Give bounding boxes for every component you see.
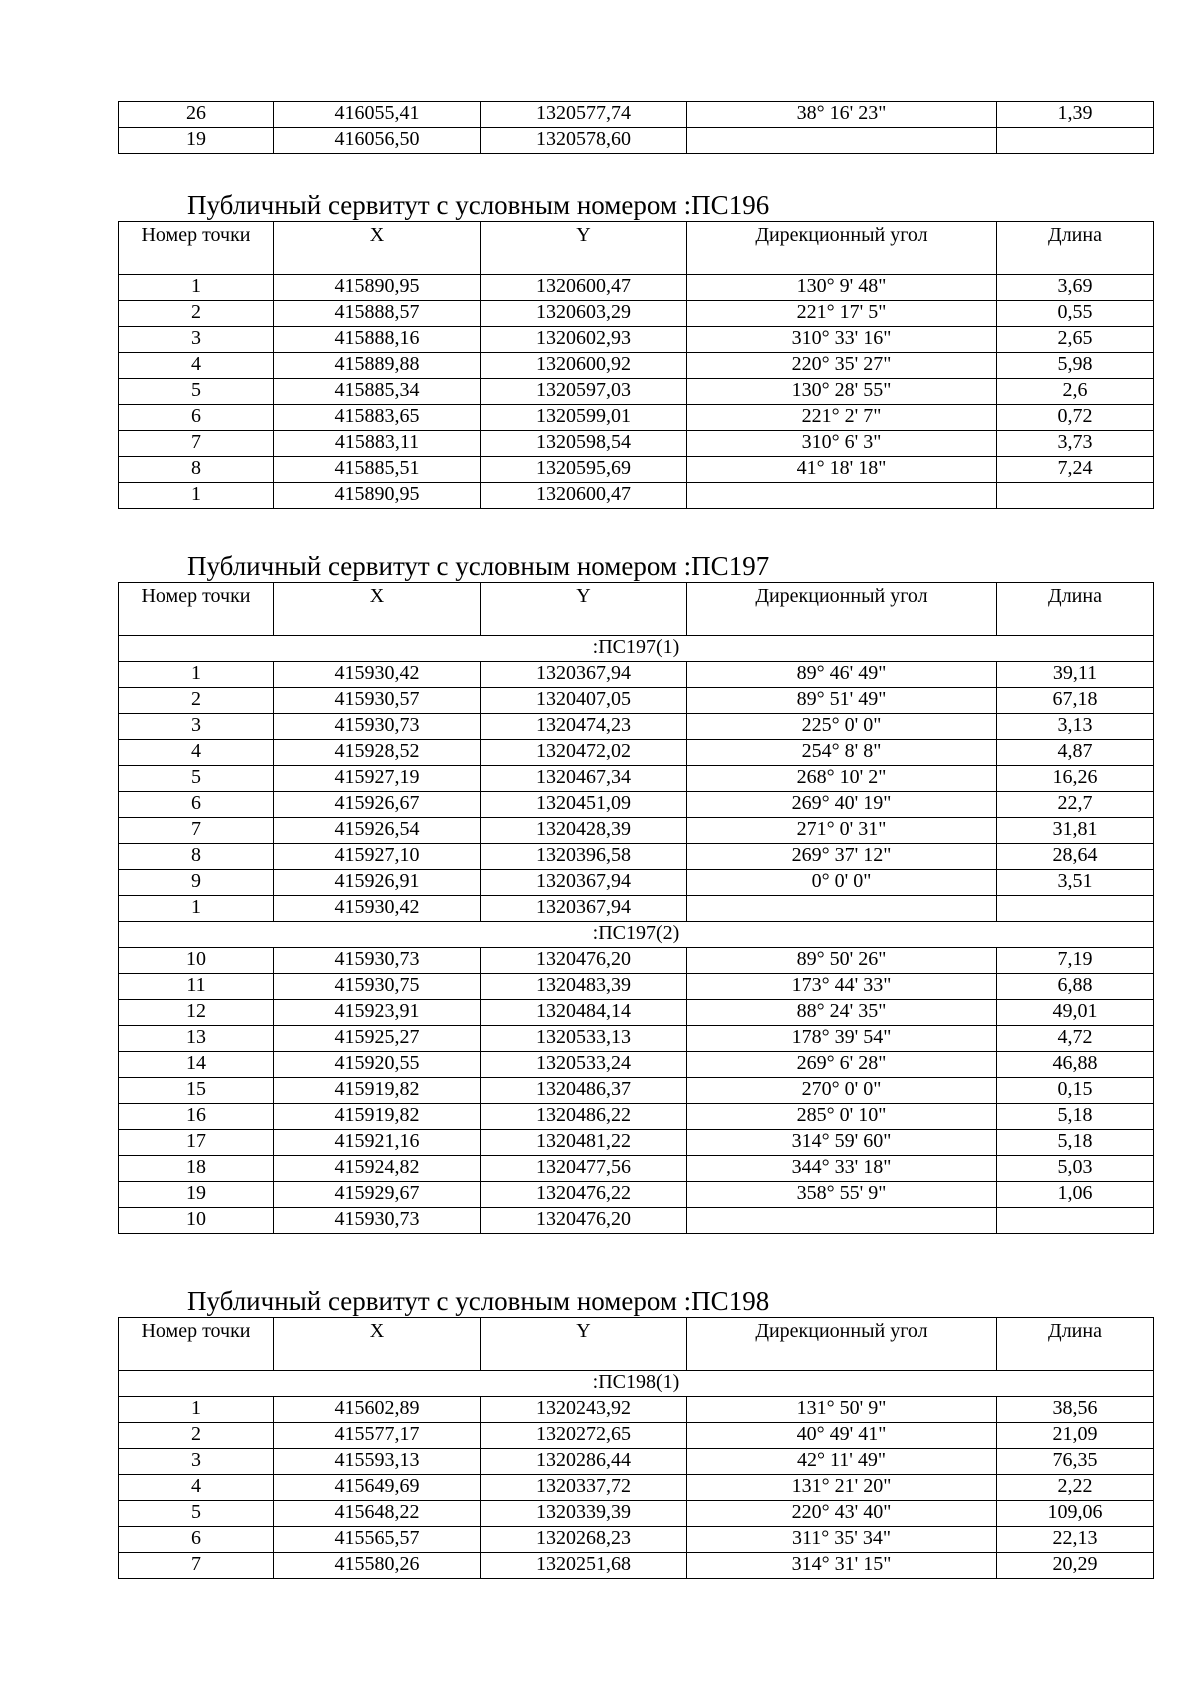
angle-cell: 268° 10' 2" [687, 766, 997, 792]
coordinates-table-continued [118, 101, 1154, 154]
table-row [119, 1501, 1154, 1527]
x-cell: 416056,50 [274, 128, 481, 154]
table-header-row [119, 583, 1154, 636]
length-cell: 49,01 [997, 1000, 1154, 1026]
table-row [119, 870, 1154, 896]
angle-cell: 38° 16' 23" [687, 102, 997, 128]
table-row [119, 1553, 1154, 1579]
subsection-label-ps197-1: :ПС197(1) [119, 636, 1154, 662]
length-cell: 22,7 [997, 792, 1154, 818]
header-angle: Дирекционный угол [687, 583, 997, 636]
subsection-label-ps198-1: :ПС198(1) [119, 1371, 1154, 1397]
length-cell: 31,81 [997, 818, 1154, 844]
x-cell: 415888,16 [274, 327, 481, 353]
table-header-row [119, 222, 1154, 275]
y-cell: 1320486,37 [481, 1078, 687, 1104]
x-cell: 415888,57 [274, 301, 481, 327]
table-header-row [119, 1318, 1154, 1371]
length-cell: 46,88 [997, 1052, 1154, 1078]
point-number-cell: 1 [119, 483, 274, 509]
table-row [119, 1449, 1154, 1475]
y-cell: 1320486,22 [481, 1104, 687, 1130]
angle-cell: 269° 40' 19" [687, 792, 997, 818]
y-cell: 1320472,02 [481, 740, 687, 766]
table-row [119, 301, 1154, 327]
x-cell: 415565,57 [274, 1527, 481, 1553]
ps198-table-block [118, 1317, 1153, 1579]
point-number-cell: 8 [119, 844, 274, 870]
length-cell: 20,29 [997, 1553, 1154, 1579]
header-y: Y [481, 222, 687, 275]
x-cell: 415919,82 [274, 1104, 481, 1130]
length-cell: 2,65 [997, 327, 1154, 353]
y-cell: 1320600,47 [481, 483, 687, 509]
length-cell: 5,18 [997, 1130, 1154, 1156]
y-cell: 1320474,23 [481, 714, 687, 740]
x-cell: 415577,17 [274, 1423, 481, 1449]
length-cell: 3,51 [997, 870, 1154, 896]
table-row [119, 483, 1154, 509]
point-number-cell: 7 [119, 818, 274, 844]
subsection-row [119, 636, 1154, 662]
x-cell: 415926,91 [274, 870, 481, 896]
x-cell: 415920,55 [274, 1052, 481, 1078]
length-cell: 3,13 [997, 714, 1154, 740]
y-cell: 1320251,68 [481, 1553, 687, 1579]
length-cell: 1,39 [997, 102, 1154, 128]
x-cell: 415930,73 [274, 948, 481, 974]
y-cell: 1320476,20 [481, 1208, 687, 1234]
angle-cell: 269° 6' 28" [687, 1052, 997, 1078]
table-row [119, 379, 1154, 405]
point-number-cell: 11 [119, 974, 274, 1000]
point-number-cell: 5 [119, 1501, 274, 1527]
header-x: X [274, 583, 481, 636]
angle-cell: 131° 21' 20" [687, 1475, 997, 1501]
length-cell [997, 896, 1154, 922]
table-row [119, 1052, 1154, 1078]
point-number-cell: 26 [119, 102, 274, 128]
table-row [119, 457, 1154, 483]
coordinates-table-ps198 [118, 1317, 1154, 1579]
table-row [119, 102, 1154, 128]
length-cell: 2,6 [997, 379, 1154, 405]
point-number-cell: 2 [119, 688, 274, 714]
angle-cell: 42° 11' 49" [687, 1449, 997, 1475]
header-x: X [274, 222, 481, 275]
angle-cell: 270° 0' 0" [687, 1078, 997, 1104]
section-title-ps198: Публичный сервитут с условным номером :ПС198 [187, 1286, 770, 1316]
angle-cell: 221° 2' 7" [687, 405, 997, 431]
angle-cell: 358° 55' 9" [687, 1182, 997, 1208]
ps196-table-block [118, 221, 1153, 509]
y-cell: 1320578,60 [481, 128, 687, 154]
section-title-ps196: Публичный сервитут с условным номером :ПС196 [187, 190, 770, 220]
header-point-number: Номер точки [119, 583, 274, 636]
length-cell [997, 1208, 1154, 1234]
length-cell: 0,15 [997, 1078, 1154, 1104]
length-cell: 1,06 [997, 1182, 1154, 1208]
angle-cell: 314° 59' 60" [687, 1130, 997, 1156]
angle-cell: 344° 33' 18" [687, 1156, 997, 1182]
coordinates-table-ps196 [118, 221, 1154, 509]
y-cell: 1320598,54 [481, 431, 687, 457]
table-row [119, 948, 1154, 974]
angle-cell: 89° 46' 49" [687, 662, 997, 688]
y-cell: 1320467,34 [481, 766, 687, 792]
angle-cell: 41° 18' 18" [687, 457, 997, 483]
table-row [119, 1104, 1154, 1130]
header-length: Длина [997, 583, 1154, 636]
y-cell: 1320367,94 [481, 870, 687, 896]
y-cell: 1320367,94 [481, 896, 687, 922]
y-cell: 1320600,47 [481, 275, 687, 301]
table-row [119, 662, 1154, 688]
angle-cell: 89° 51' 49" [687, 688, 997, 714]
point-number-cell: 2 [119, 1423, 274, 1449]
length-cell: 4,72 [997, 1026, 1154, 1052]
angle-cell: 130° 28' 55" [687, 379, 997, 405]
length-cell: 39,11 [997, 662, 1154, 688]
y-cell: 1320339,39 [481, 1501, 687, 1527]
length-cell [997, 483, 1154, 509]
length-cell: 21,09 [997, 1423, 1154, 1449]
y-cell: 1320533,13 [481, 1026, 687, 1052]
table-row [119, 1182, 1154, 1208]
x-cell: 415927,19 [274, 766, 481, 792]
angle-cell [687, 483, 997, 509]
table-row [119, 896, 1154, 922]
point-number-cell: 5 [119, 379, 274, 405]
angle-cell [687, 1208, 997, 1234]
x-cell: 415929,67 [274, 1182, 481, 1208]
y-cell: 1320603,29 [481, 301, 687, 327]
point-number-cell: 7 [119, 431, 274, 457]
table-row [119, 1130, 1154, 1156]
table-row [119, 431, 1154, 457]
angle-cell: 89° 50' 26" [687, 948, 997, 974]
x-cell: 415885,51 [274, 457, 481, 483]
subsection-row [119, 1371, 1154, 1397]
x-cell: 415930,75 [274, 974, 481, 1000]
point-number-cell: 4 [119, 740, 274, 766]
length-cell: 76,35 [997, 1449, 1154, 1475]
angle-cell: 285° 0' 10" [687, 1104, 997, 1130]
header-point-number: Номер точки [119, 1318, 274, 1371]
point-number-cell: 1 [119, 275, 274, 301]
x-cell: 415930,42 [274, 662, 481, 688]
x-cell: 415649,69 [274, 1475, 481, 1501]
point-number-cell: 7 [119, 1553, 274, 1579]
y-cell: 1320481,22 [481, 1130, 687, 1156]
angle-cell [687, 128, 997, 154]
table-row [119, 792, 1154, 818]
angle-cell: 314° 31' 15" [687, 1553, 997, 1579]
header-length: Длина [997, 222, 1154, 275]
x-cell: 415580,26 [274, 1553, 481, 1579]
table-row [119, 1078, 1154, 1104]
x-cell: 415593,13 [274, 1449, 481, 1475]
x-cell: 415930,73 [274, 1208, 481, 1234]
x-cell: 415648,22 [274, 1501, 481, 1527]
length-cell: 38,56 [997, 1397, 1154, 1423]
x-cell: 415885,34 [274, 379, 481, 405]
table-row [119, 1156, 1154, 1182]
table-row [119, 714, 1154, 740]
angle-cell [687, 896, 997, 922]
point-number-cell: 14 [119, 1052, 274, 1078]
table-row [119, 1475, 1154, 1501]
length-cell: 6,88 [997, 974, 1154, 1000]
y-cell: 1320597,03 [481, 379, 687, 405]
length-cell: 28,64 [997, 844, 1154, 870]
table-row [119, 275, 1154, 301]
table-row [119, 740, 1154, 766]
y-cell: 1320407,05 [481, 688, 687, 714]
section-title-ps197: Публичный сервитут с условным номером :ПС197 [187, 551, 770, 581]
point-number-cell: 16 [119, 1104, 274, 1130]
coordinates-table-ps197 [118, 582, 1154, 1234]
y-cell: 1320595,69 [481, 457, 687, 483]
angle-cell: 131° 50' 9" [687, 1397, 997, 1423]
point-number-cell: 8 [119, 457, 274, 483]
point-number-cell: 12 [119, 1000, 274, 1026]
length-cell: 67,18 [997, 688, 1154, 714]
angle-cell: 0° 0' 0" [687, 870, 997, 896]
x-cell: 415923,91 [274, 1000, 481, 1026]
x-cell: 415921,16 [274, 1130, 481, 1156]
table-row [119, 327, 1154, 353]
x-cell: 415926,54 [274, 818, 481, 844]
point-number-cell: 19 [119, 1182, 274, 1208]
x-cell: 415930,57 [274, 688, 481, 714]
x-cell: 415890,95 [274, 275, 481, 301]
length-cell: 5,18 [997, 1104, 1154, 1130]
length-cell: 0,55 [997, 301, 1154, 327]
angle-cell: 310° 6' 3" [687, 431, 997, 457]
angle-cell: 225° 0' 0" [687, 714, 997, 740]
point-number-cell: 10 [119, 948, 274, 974]
x-cell: 415925,27 [274, 1026, 481, 1052]
y-cell: 1320286,44 [481, 1449, 687, 1475]
point-number-cell: 1 [119, 1397, 274, 1423]
length-cell: 0,72 [997, 405, 1154, 431]
table-row [119, 766, 1154, 792]
table-row [119, 688, 1154, 714]
ps197-table-block [118, 582, 1153, 1234]
angle-cell: 220° 35' 27" [687, 353, 997, 379]
length-cell: 109,06 [997, 1501, 1154, 1527]
header-angle: Дирекционный угол [687, 222, 997, 275]
x-cell: 415883,11 [274, 431, 481, 457]
y-cell: 1320533,24 [481, 1052, 687, 1078]
point-number-cell: 18 [119, 1156, 274, 1182]
point-number-cell: 19 [119, 128, 274, 154]
point-number-cell: 3 [119, 1449, 274, 1475]
angle-cell: 220° 43' 40" [687, 1501, 997, 1527]
point-number-cell: 15 [119, 1078, 274, 1104]
table-row [119, 844, 1154, 870]
length-cell: 22,13 [997, 1527, 1154, 1553]
angle-cell: 221° 17' 5" [687, 301, 997, 327]
angle-cell: 40° 49' 41" [687, 1423, 997, 1449]
table-row [119, 974, 1154, 1000]
x-cell: 415930,42 [274, 896, 481, 922]
x-cell: 415926,67 [274, 792, 481, 818]
point-number-cell: 1 [119, 896, 274, 922]
top-table-block [118, 101, 1153, 154]
y-cell: 1320272,65 [481, 1423, 687, 1449]
y-cell: 1320577,74 [481, 102, 687, 128]
point-number-cell: 2 [119, 301, 274, 327]
header-point-number: Номер точки [119, 222, 274, 275]
table-row [119, 1397, 1154, 1423]
point-number-cell: 1 [119, 662, 274, 688]
point-number-cell: 13 [119, 1026, 274, 1052]
y-cell: 1320602,93 [481, 327, 687, 353]
subsection-row [119, 922, 1154, 948]
angle-cell: 173° 44' 33" [687, 974, 997, 1000]
y-cell: 1320337,72 [481, 1475, 687, 1501]
table-row [119, 405, 1154, 431]
y-cell: 1320396,58 [481, 844, 687, 870]
x-cell: 415928,52 [274, 740, 481, 766]
angle-cell: 88° 24' 35" [687, 1000, 997, 1026]
angle-cell: 130° 9' 48" [687, 275, 997, 301]
table-row [119, 1026, 1154, 1052]
header-length: Длина [997, 1318, 1154, 1371]
point-number-cell: 6 [119, 792, 274, 818]
point-number-cell: 6 [119, 405, 274, 431]
header-y: Y [481, 583, 687, 636]
y-cell: 1320477,56 [481, 1156, 687, 1182]
y-cell: 1320600,92 [481, 353, 687, 379]
length-cell: 2,22 [997, 1475, 1154, 1501]
length-cell: 5,03 [997, 1156, 1154, 1182]
length-cell: 16,26 [997, 766, 1154, 792]
point-number-cell: 3 [119, 714, 274, 740]
y-cell: 1320483,39 [481, 974, 687, 1000]
table-row [119, 353, 1154, 379]
table-row [119, 1000, 1154, 1026]
point-number-cell: 4 [119, 353, 274, 379]
x-cell: 415602,89 [274, 1397, 481, 1423]
angle-cell: 310° 33' 16" [687, 327, 997, 353]
y-cell: 1320476,20 [481, 948, 687, 974]
point-number-cell: 5 [119, 766, 274, 792]
y-cell: 1320476,22 [481, 1182, 687, 1208]
table-row [119, 1423, 1154, 1449]
length-cell [997, 128, 1154, 154]
table-row [119, 128, 1154, 154]
x-cell: 415883,65 [274, 405, 481, 431]
length-cell: 3,73 [997, 431, 1154, 457]
x-cell: 415927,10 [274, 844, 481, 870]
table-row [119, 1527, 1154, 1553]
length-cell: 7,19 [997, 948, 1154, 974]
point-number-cell: 6 [119, 1527, 274, 1553]
point-number-cell: 9 [119, 870, 274, 896]
angle-cell: 178° 39' 54" [687, 1026, 997, 1052]
y-cell: 1320367,94 [481, 662, 687, 688]
subsection-label-ps197-2: :ПС197(2) [119, 922, 1154, 948]
length-cell: 7,24 [997, 457, 1154, 483]
x-cell: 415919,82 [274, 1078, 481, 1104]
y-cell: 1320599,01 [481, 405, 687, 431]
y-cell: 1320484,14 [481, 1000, 687, 1026]
x-cell: 415930,73 [274, 714, 481, 740]
angle-cell: 254° 8' 8" [687, 740, 997, 766]
length-cell: 3,69 [997, 275, 1154, 301]
angle-cell: 271° 0' 31" [687, 818, 997, 844]
point-number-cell: 10 [119, 1208, 274, 1234]
header-y: Y [481, 1318, 687, 1371]
point-number-cell: 3 [119, 327, 274, 353]
table-row [119, 818, 1154, 844]
length-cell: 5,98 [997, 353, 1154, 379]
x-cell: 416055,41 [274, 102, 481, 128]
x-cell: 415890,95 [274, 483, 481, 509]
header-x: X [274, 1318, 481, 1371]
y-cell: 1320268,23 [481, 1527, 687, 1553]
table-row [119, 1208, 1154, 1234]
y-cell: 1320428,39 [481, 818, 687, 844]
x-cell: 415889,88 [274, 353, 481, 379]
point-number-cell: 4 [119, 1475, 274, 1501]
header-angle: Дирекционный угол [687, 1318, 997, 1371]
x-cell: 415924,82 [274, 1156, 481, 1182]
angle-cell: 311° 35' 34" [687, 1527, 997, 1553]
angle-cell: 269° 37' 12" [687, 844, 997, 870]
point-number-cell: 17 [119, 1130, 274, 1156]
y-cell: 1320451,09 [481, 792, 687, 818]
length-cell: 4,87 [997, 740, 1154, 766]
y-cell: 1320243,92 [481, 1397, 687, 1423]
